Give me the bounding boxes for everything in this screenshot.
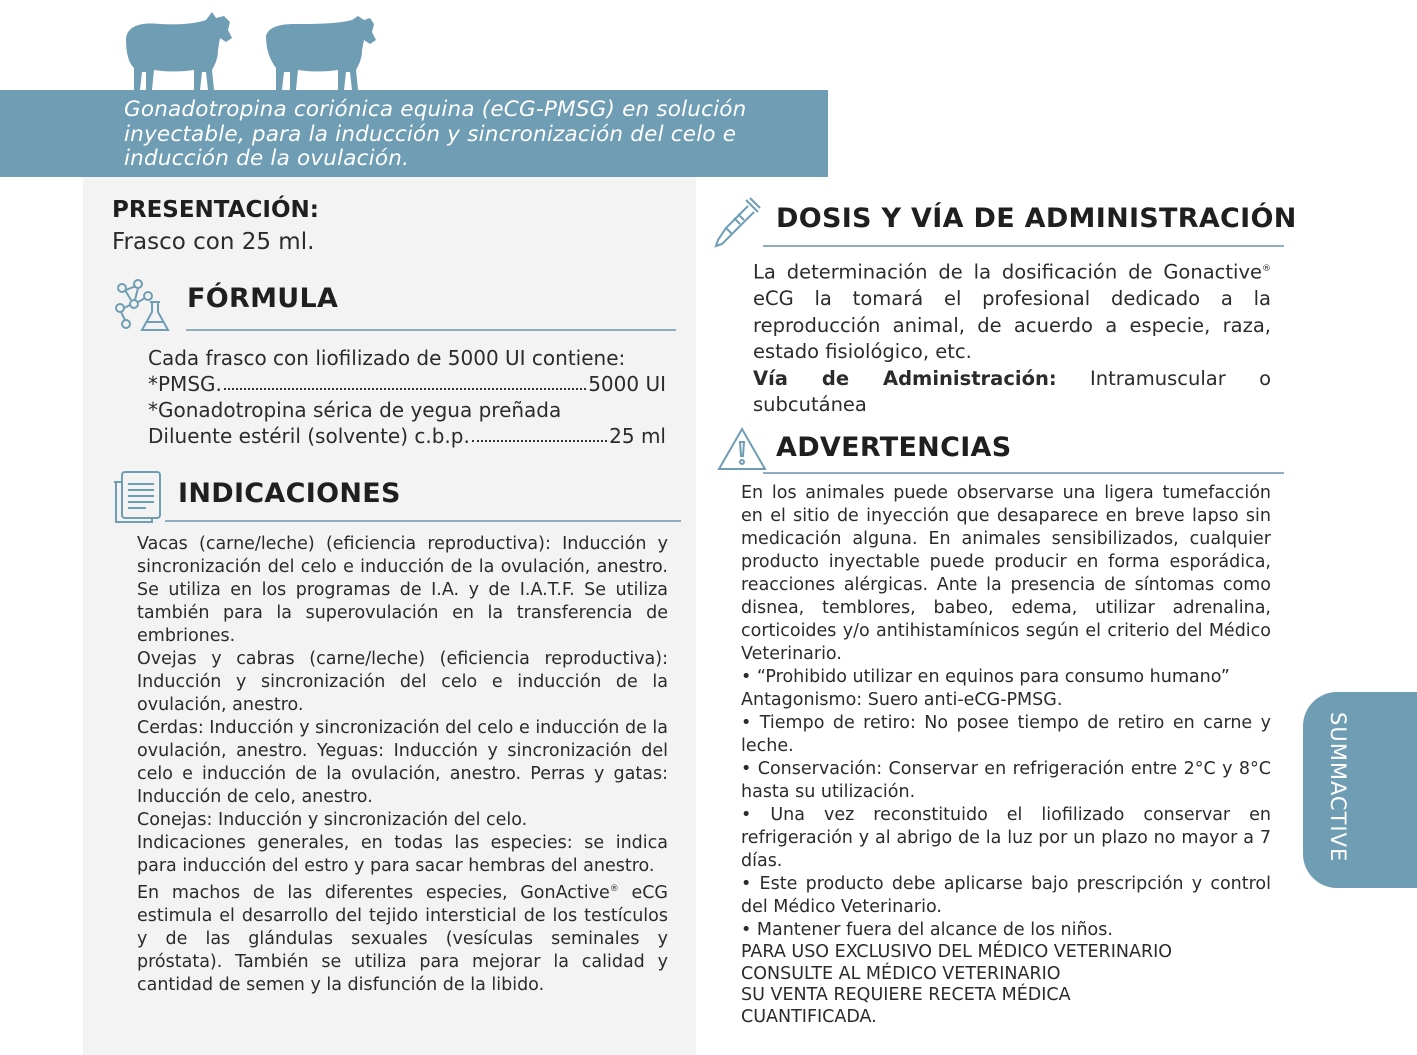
indicacion-ovejas-cabras: Ovejas y cabras (carne/leche) (eficiencia reproductiva): Inducción y sincronización del celo e inducción de la ovulación, anestro. — [137, 649, 668, 715]
dosis-body — [753, 256, 1271, 419]
presentation-value: Frasco con 25 ml. — [112, 229, 315, 255]
formula-line-diluent: Diluente estéril (solvente) c.b.p. 25 ml — [148, 424, 666, 448]
dosis-via: Vía de Administración: Intramuscular o subcutánea — [753, 366, 1271, 416]
advertencia-reconstituido: • Una vez reconstituido el liofilizado conservar en refrigeración y al abrigo de la luz por un plazo no mayor a 7 días. — [741, 805, 1271, 871]
advertencia-equinos: • “Prohibido utilizar en equinos para consumo humano” — [741, 667, 1230, 687]
advertencias-divider — [763, 472, 1284, 474]
advertencia-consulte: CONSULTE AL MÉDICO VETERINARIO — [741, 963, 1061, 984]
formula-line-pmsg: *PMSG. 5000 UI — [148, 372, 666, 396]
dropper-icon — [712, 196, 762, 248]
indicaciones-body — [137, 533, 668, 997]
advertencia-intro: En los animales puede observarse una ligera tumefacción en el sitio de inyección que desaparece en breve lapso sin medicación alguna. En animales sensibilizados, cualquier producto inyectable puede producir en forma esporádica, reacciones alérgicas. Ante la presencia de síntomas como disnea, temblores, babeo, edema, utilizar adrenalina, corticoides y/o antihistamínicos según el criterio del Médico Veterinario. — [741, 483, 1271, 664]
indicacion-vacas: Vacas (carne/leche) (eficiencia reproductiva): Inducción y sincronización del celo e inducción de la ovulación, anestro. Se utiliza en los programas de I.A. y de I.A.T.F. Se utiliza también para la superovulación en la transferencia de embriones. — [137, 534, 668, 646]
indicacion-conejas: Conejas: Inducción y sincronización del celo. — [137, 810, 528, 830]
bull-icon — [262, 14, 380, 92]
advertencia-uso-exclusivo: PARA USO EXCLUSIVO DEL MÉDICO VETERINARIO — [741, 942, 1173, 962]
advertencia-cuantificada: CUANTIFICADA. — [741, 1006, 877, 1027]
advertencia-ninos: • Mantener fuera del alcance de los niños. — [741, 920, 1113, 940]
advertencia-antagonismo: Antagonismo: Suero anti-eCG-PMSG. — [741, 690, 1063, 710]
indicacion-general: Indicaciones generales, en todas las especies: se indica para inducción del estro y para sacar hembras del anestro. — [137, 833, 668, 876]
advertencias-body — [741, 482, 1271, 1028]
molecule-flask-icon — [112, 278, 172, 334]
brand-side-tab-label: SUMMACTIVE — [1326, 712, 1350, 863]
dosis-divider — [763, 245, 1284, 247]
formula-note: *Gonadotropina sérica de yegua preñada — [148, 398, 562, 422]
formula-line-intro: Cada frasco con liofilizado de 5000 UI contiene: — [148, 346, 626, 370]
product-description: Gonadotropina coriónica equina (eCG-PMSG) en solución inyectable, para la inducción y sincronización del celo e inducción de la ovulación. — [124, 97, 747, 171]
warning-icon — [716, 426, 768, 472]
indicaciones-title: INDICACIONES — [178, 478, 401, 509]
advertencia-conservacion: • Conservación: Conservar en refrigeración entre 2°C y 8°C hasta su utilización. — [741, 759, 1271, 802]
advertencia-receta: SU VENTA REQUIERE RECETA MÉDICA — [741, 985, 1071, 1005]
presentation-label: PRESENTACIÓN: — [112, 197, 319, 223]
formula-title: FÓRMULA — [187, 283, 339, 314]
documents-icon — [112, 470, 166, 526]
formula-divider — [186, 329, 676, 331]
indicacion-machos: En machos de las diferentes especies, GonActive® eCG estimula el desarrollo del tejido intersticial de los testículos y de las glándulas sexuales (vesículas seminales y próstata). También se utiliza para mejorar la calidad y cantidad de semen y la disfunción de la libido. — [137, 882, 668, 995]
cow-icon — [120, 8, 238, 92]
advertencias-title: ADVERTENCIAS — [776, 432, 1012, 463]
formula-body — [148, 345, 666, 449]
indicaciones-divider — [165, 520, 681, 522]
advertencia-prescripcion: • Este producto debe aplicarse bajo prescripción y control del Médico Veterinario. — [741, 874, 1271, 917]
dosis-title: DOSIS Y VÍA DE ADMINISTRACIÓN — [776, 203, 1297, 234]
advertencia-retiro: • Tiempo de retiro: No posee tiempo de retiro en carne y leche. — [741, 713, 1271, 756]
indicacion-cerdas-yeguas-perras: Cerdas: Inducción y sincronización del celo e inducción de la ovulación, anestro. Yeguas: Inducción y sincronización del celo e inducción de la ovulación, anestro. Perras y gatas: Inducción de celo, anestro. — [137, 718, 668, 807]
dosis-text: La determinación de la dosificación de Gonactive® eCG la tomará el profesional dedicado a la reproducción animal, de acuerdo a especie, raza, estado fisiológico, etc. — [753, 260, 1271, 363]
